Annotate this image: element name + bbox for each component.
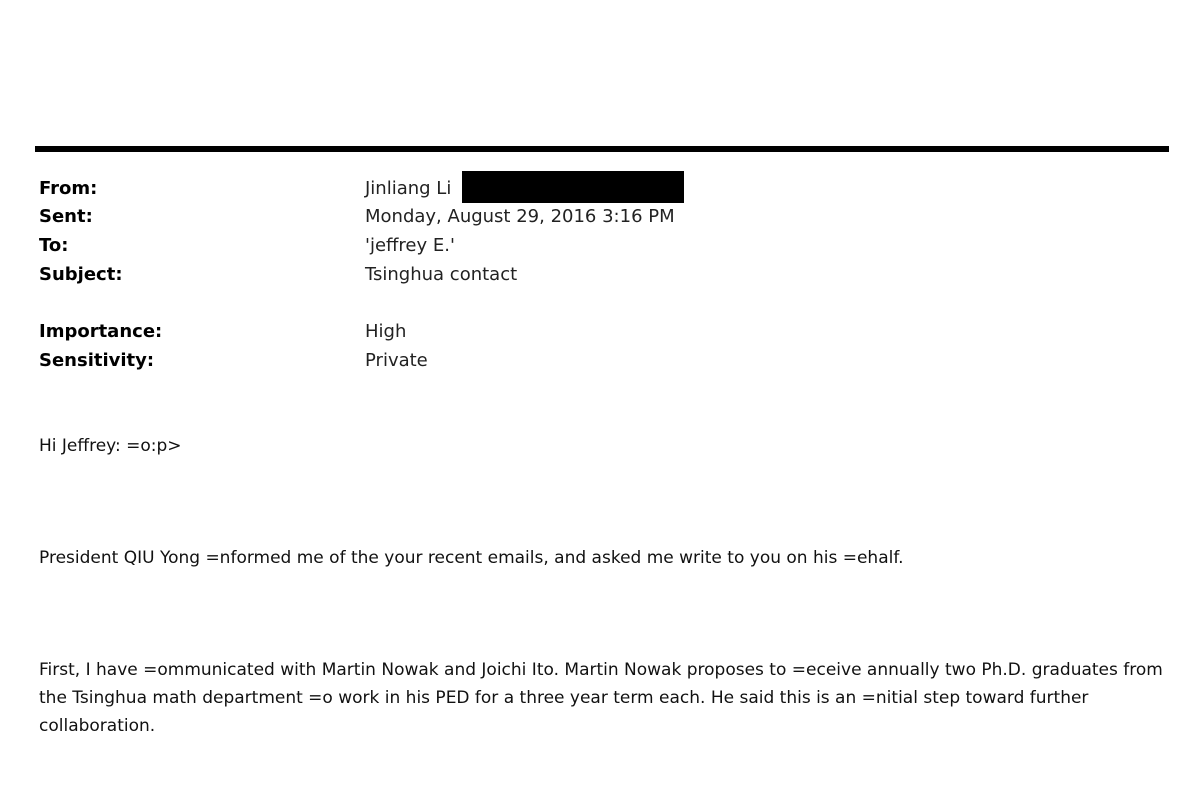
redaction-block bbox=[462, 171, 684, 203]
subject-label: Subject: bbox=[39, 264, 123, 285]
header-divider-rule bbox=[35, 146, 1169, 152]
to-value: 'jeffrey E.' bbox=[365, 235, 455, 256]
from-value: Jinliang Li bbox=[365, 178, 452, 199]
importance-value: High bbox=[365, 321, 407, 342]
from-label: From: bbox=[39, 178, 98, 199]
sent-label: Sent: bbox=[39, 206, 93, 227]
sensitivity-value: Private bbox=[365, 350, 428, 371]
sensitivity-label: Sensitivity: bbox=[39, 350, 155, 371]
greeting-text: Hi Jeffrey: =o:p> bbox=[39, 436, 182, 456]
importance-label: Importance: bbox=[39, 321, 163, 342]
subject-value: Tsinghua contact bbox=[365, 264, 518, 285]
body-paragraph-2: First, I have =ommunicated with Martin Nowak and Joichi Ito. Martin Nowak proposes to =eceive annually two Ph.D. graduates from the Tsinghua math department =o work in his PED for a three year term each. He said this is an =nitial step toward further collaboration. bbox=[39, 660, 1163, 736]
sent-value: Monday, August 29, 2016 3:16 PM bbox=[365, 206, 675, 227]
to-label: To: bbox=[39, 235, 69, 256]
body-paragraph-1: President QIU Yong =nformed me of the your recent emails, and asked me write to you on his =ehalf. bbox=[39, 548, 904, 568]
